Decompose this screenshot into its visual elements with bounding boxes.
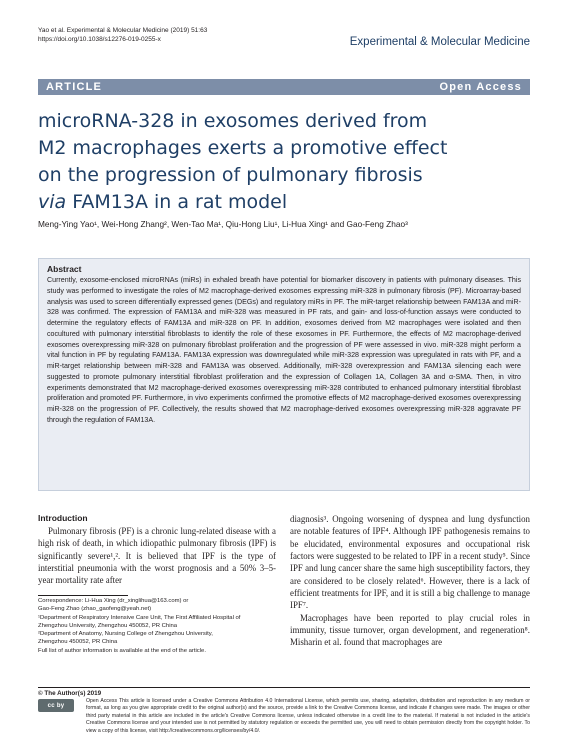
cc-license-icon[interactable]: cc by: [38, 699, 74, 712]
title-line-rest: FAM13A in a rat model: [66, 191, 288, 213]
corr-line: ¹Department of Respiratory Intensive Care Unit, The First Affiliated Hospital of: [38, 614, 241, 621]
running-header: [38, 26, 207, 44]
title-italic-word: via: [38, 191, 67, 213]
intro-paragraph: diagnosis³. Ongoing worsening of dyspnea and lung dysfunction are notable features of IPF⁴. Although IPF pathogenesis remains to be elucidated, environmental exposures and occupational risk factors were suggested to be related to IPF in a recent study⁵. Since IPF and lung cancer share the same high susceptibility factors, they are considered to be closely related⁶. However, there is a lack of efficient treatments for IPF, and it is still a big challenge to manage IPF⁷.: [290, 514, 530, 611]
corr-line: Gao-Feng Zhao (zhao_gaofeng@yeah.net): [38, 606, 152, 613]
intro-paragraph: Macrophages have been reported to play crucial roles in immunity, tissue turnover, organ development, and regeneration⁸. Misharin et al. found that macrophages are: [290, 612, 530, 648]
correspondence-block: [38, 597, 276, 655]
title-line: microRNA-328 in exosomes derived from: [38, 110, 428, 132]
open-access-label: Open Access: [439, 81, 522, 93]
corr-line: Correspondence: Li-Hua Xing (dr_xinglihua@163.com) or: [38, 598, 189, 604]
license-rule: [38, 687, 530, 688]
title-line: [38, 189, 530, 216]
left-column: [38, 513, 276, 587]
article-title: [38, 108, 530, 216]
abstract-box: [38, 258, 530, 491]
corr-line: Zhengzhou 450052, PR China: [38, 639, 118, 646]
doi-link[interactable]: https://doi.org/10.1038/s12276-019-0255-x: [38, 36, 161, 43]
right-column: [290, 513, 530, 649]
journal-name: Experimental & Molecular Medicine: [349, 36, 530, 48]
copyright-line: © The Author(s) 2019: [38, 690, 102, 697]
section-heading: Introduction: [38, 513, 88, 523]
citation-line: Yao et al. Experimental & Molecular Medicine (2019) 51:63: [38, 27, 208, 34]
abstract-text: Currently, exosome-enclosed microRNAs (miRs) in exhaled breath have potential for biomarker discovery in patients with pulmonary diseases. This study was performed to investigate the roles of M2 macrophage-derived exosomes expressing miR-328 in pulmonary fibrosis (PF). Microarray-based analysis was used to screen differentially expressed genes (DEGs) and regulatory miRs in PF. The miR-target relationship between FAM13A and miR-328 was confirmed. The expression of FAM13A and miR-328 was measured in PF rats, and gain- and loss-of-function assays were conducted to determine the regulatory effects of FAM13A and miR-328 on PF. In addition, exosomes derived from M2 macrophages were isolated and then cocultured with pulmonary interstitial fibroblasts to identify the role of these exosomes in PF. Furthermore, the effects of M2 macrophage-derived exosomes overexpressing miR-328 on pulmonary fibroblast proliferation and the progression of PF were assessed in vivo. miR-328 might perform a vital function in PF by regulating FAM13A. FAM13A expression was downregulated while miR-328 expression was upregulated in rats with PF, and a miR-target relationship between miR-328 and FAM13A was observed. Additionally, miR-328 overexpression and FAM13A silencing each were suggested to promote pulmonary interstitial fibroblast proliferation and the expression of Collagen 1A, Collagen 3A and α-SMA. Then, in vitro experiments demonstrated that M2 macrophage-derived exosomes overexpressing miR-328 contributed to enhanced pulmonary interstitial fibroblast proliferation and promoted PF. Furthermore, in vivo experiments confirmed the promotive effects of M2 macrophage-derived exosomes overexpressing miR-328 on the progression of PF. Collectively, the results showed that M2 macrophage-derived exosomes overexpressing miR-328 aggravate PF through the regulation of FAM13A.: [47, 276, 521, 424]
article-label: ARTICLE: [46, 81, 103, 93]
abstract-heading: Abstract: [47, 264, 82, 274]
corr-line: Full list of author information is available at the end of the article.: [38, 647, 206, 654]
article-type-band: [38, 79, 530, 95]
title-line: M2 macrophages exerts a promotive effect: [38, 137, 448, 159]
title-line: on the progression of pulmonary fibrosis: [38, 164, 423, 186]
footnote-rule: [38, 595, 128, 596]
corr-line: ²Department of Anatomy, Nursing College of Zhengzhou University,: [38, 631, 213, 638]
corr-line: Zhengzhou University, Zhengzhou 450052, PR China: [38, 622, 178, 629]
author-list: Meng-Ying Yao¹, Wei-Hong Zhang², Wen-Tao Ma¹, Qiu-Hong Liu¹, Li-Hua Xing¹ and Gao-Feng Zhao³: [38, 219, 408, 229]
intro-paragraph: Pulmonary fibrosis (PF) is a chronic lung-related disease with a high risk of death, in which idiopathic pulmonary fibrosis (IPF) is significantly severe¹,². It is believed that IPF is the type of interstitial pneumonia with the worst prognosis and a 50% 3–5-year mortality rate after: [38, 526, 276, 586]
license-text: Open Access This article is licensed under a Creative Commons Attribution 4.0 International License, which permits use, sharing, adaptation, distribution and reproduction in any medium or format, as long as you give appropriate credit to the original author(s) and the source, provide a link to the Creative Commons license, and indicate if changes were made. The images or other third party material in this article are included in the article's Creative Commons license, unless indicated otherwise in a credit line to the material. If material is not included in the article's Creative Commons license and your intended use is not permitted by statutory regulation or exceeds the permitted use, you will need to obtain permission directly from the copyright holder. To view a copy of this license, visit http://creativecommons.org/licenses/by/4.0/.: [86, 698, 530, 734]
